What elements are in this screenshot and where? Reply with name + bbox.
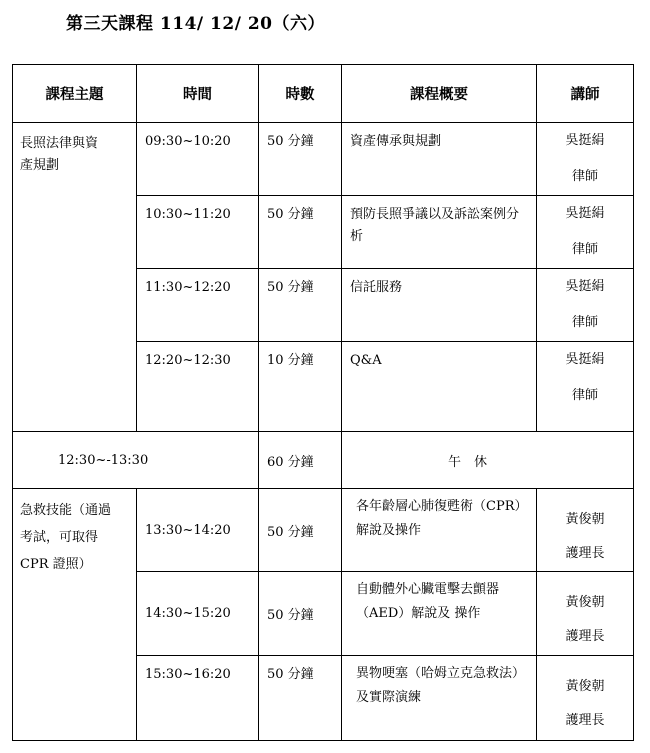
instructor-cell: 黃俊朝 護理長 <box>537 656 634 741</box>
overview-cell: 異物哽塞（哈姆立克急救法）及實際演練 <box>342 656 537 741</box>
hours-cell: 50 分鐘 <box>259 123 342 196</box>
topic-cell <box>13 123 137 432</box>
time-cell: 10:30~11:20 <box>137 196 259 269</box>
lunch-time-cell: 12:30~-13:30 <box>13 432 259 489</box>
overview-cell: 信託服務 <box>342 269 537 342</box>
overview-cell: Q&A <box>342 342 537 432</box>
lunch-hours-cell: 60 分鐘 <box>259 432 342 489</box>
header-topic: 課程主題 <box>13 65 137 123</box>
overview-cell: 自動體外心臟電擊去顫器（AED）解說及 操作 <box>342 572 537 656</box>
time-cell: 11:30~12:20 <box>137 269 259 342</box>
hours-cell: 10 分鐘 <box>259 342 342 432</box>
schedule-table <box>12 64 634 741</box>
topic-text: 急救技能（通過考試，可取得 CPR 證照） <box>20 503 112 572</box>
header-hours: 時數 <box>259 65 342 123</box>
time-cell: 09:30~10:20 <box>137 123 259 196</box>
time-cell: 12:20~12:30 <box>137 342 259 432</box>
overview-cell: 各年齡層心肺復甦術（CPR）解說及操作 <box>342 489 537 572</box>
hours-cell: 50 分鐘 <box>259 656 342 741</box>
topic-cell <box>13 489 137 741</box>
header-instructor: 講師 <box>537 65 634 123</box>
topic-text: 長照法律與資產規劃 <box>20 136 99 173</box>
header-overview: 課程概要 <box>342 65 537 123</box>
instructor-cell: 吳挺絹 律師 <box>537 123 634 196</box>
table-row <box>13 489 634 572</box>
instructor-cell: 吳挺絹 律師 <box>537 342 634 432</box>
page-title: 第三天課程 114/ 12/ 20（六） <box>66 14 325 34</box>
instructor-cell: 吳挺絹 律師 <box>537 269 634 342</box>
table-row <box>13 123 634 196</box>
instructor-cell: 黃俊朝 護理長 <box>537 572 634 656</box>
header-time: 時間 <box>137 65 259 123</box>
overview-cell: 資產傳承與規劃 <box>342 123 537 196</box>
lunch-label-cell: 午 休 <box>342 432 634 489</box>
hours-cell: 50 分鐘 <box>259 572 342 656</box>
hours-cell: 50 分鐘 <box>259 269 342 342</box>
overview-cell: 預防長照爭議以及訴訟案例分析 <box>342 196 537 269</box>
instructor-cell: 吳挺絹 律師 <box>537 196 634 269</box>
header-row <box>13 65 634 123</box>
time-cell: 13:30~14:20 <box>137 489 259 572</box>
time-cell: 15:30~16:20 <box>137 656 259 741</box>
hours-cell: 50 分鐘 <box>259 196 342 269</box>
hours-cell: 50 分鐘 <box>259 489 342 572</box>
instructor-cell: 黃俊朝 護理長 <box>537 489 634 572</box>
lunch-row <box>13 432 634 489</box>
time-cell: 14:30~15:20 <box>137 572 259 656</box>
